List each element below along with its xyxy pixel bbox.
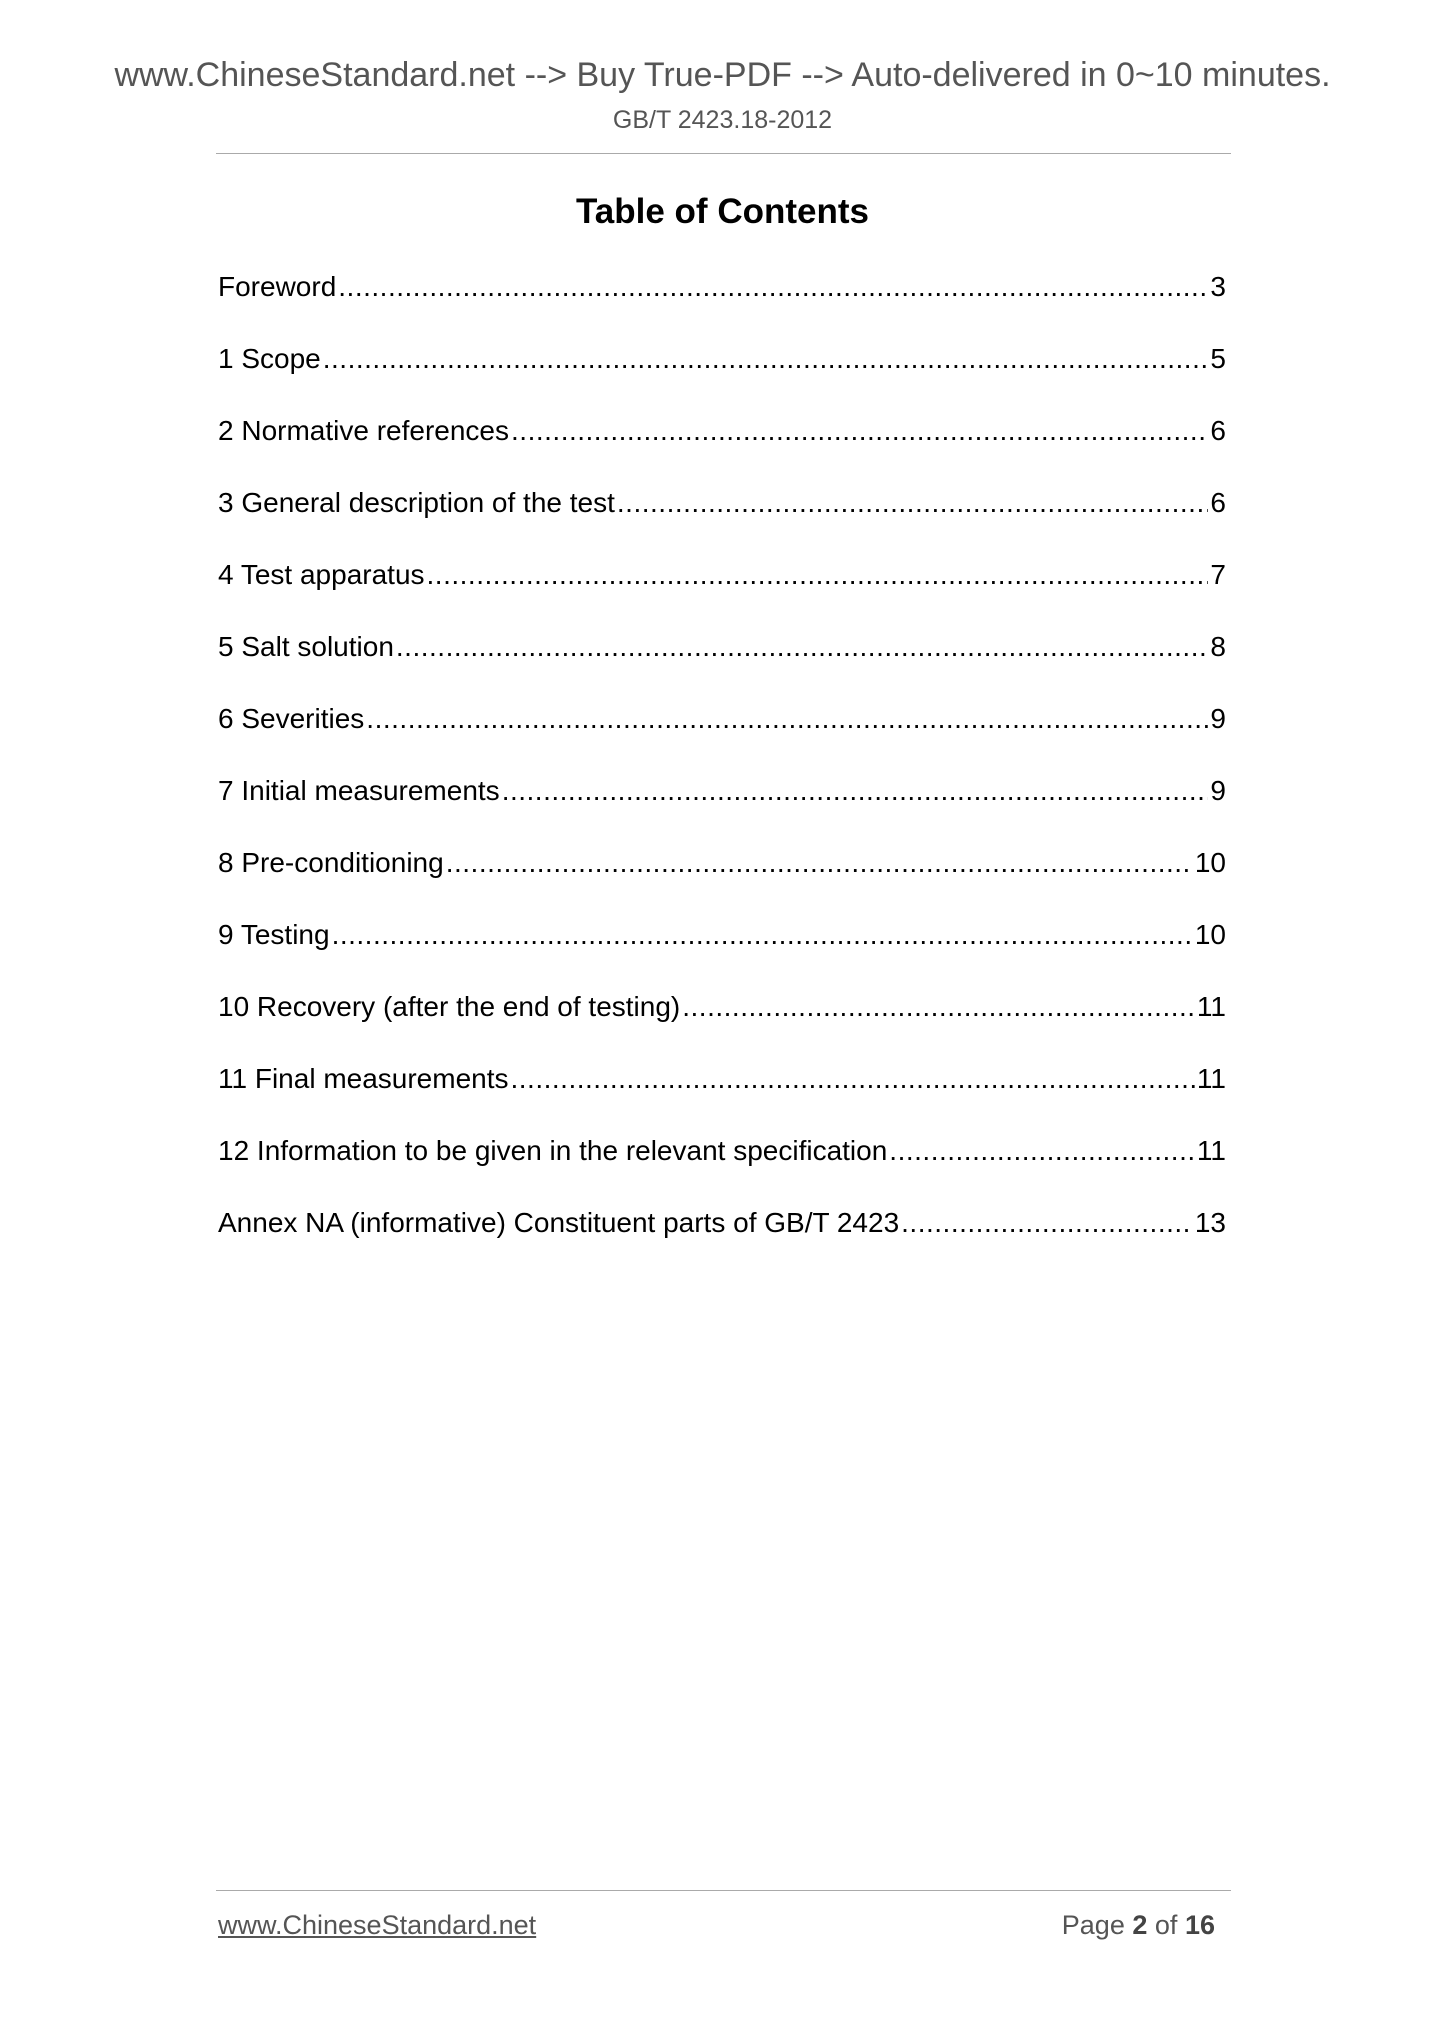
page-number	[1062, 1910, 1215, 1941]
total-pages-number: 16	[1184, 1910, 1215, 1940]
toc-entry-salt-solution[interactable]	[218, 631, 1226, 703]
toc-entry-test-apparatus[interactable]	[218, 559, 1226, 631]
toc-list	[218, 271, 1226, 1279]
toc-entry-recovery[interactable]	[218, 991, 1226, 1063]
toc-entry-information-specification[interactable]	[218, 1135, 1226, 1207]
toc-entry-label: 10 Recovery (after the end of testing)	[218, 991, 681, 1022]
toc-entry-page: 9	[1210, 775, 1226, 806]
toc-entry-page: 8	[1210, 631, 1226, 662]
toc-entry-page: 13	[1194, 1207, 1226, 1238]
toc-dot-leader	[396, 631, 1209, 663]
toc-entry-pre-conditioning[interactable]	[218, 847, 1226, 919]
toc-entry-testing[interactable]	[218, 919, 1226, 991]
toc-entry-label: 11 Final measurements	[218, 1063, 509, 1094]
toc-entry-page: 11	[1196, 1135, 1226, 1166]
toc-dot-leader	[323, 343, 1209, 375]
footer-site-link[interactable]: www.ChineseStandard.net	[218, 1910, 537, 1940]
header-site-banner: www.ChineseStandard.net --> Buy True-PDF --> Auto-delivered in 0~10 minutes.	[114, 56, 1331, 94]
toc-entry-label: 1 Scope	[218, 343, 321, 374]
toc-entry-page: 10	[1194, 919, 1226, 950]
toc-dot-leader	[617, 487, 1209, 519]
toc-dot-leader	[366, 703, 1208, 735]
toc-dot-leader	[511, 415, 1208, 447]
toc-dot-leader	[446, 847, 1193, 879]
toc-entry-severities[interactable]	[218, 703, 1226, 775]
header-standard-number: GB/T 2423.18-2012	[612, 106, 833, 134]
toc-entry-page: 10	[1194, 847, 1226, 878]
toc-dot-leader	[901, 1207, 1193, 1239]
toc-dot-leader	[502, 775, 1209, 807]
toc-entry-page: 5	[1210, 343, 1226, 374]
toc-entry-label: 2 Normative references	[218, 415, 510, 446]
toc-dot-leader	[338, 271, 1208, 303]
page-of-label: of	[1154, 1910, 1178, 1940]
toc-entry-scope[interactable]	[218, 343, 1226, 415]
toc-entry-initial-measurements[interactable]	[218, 775, 1226, 847]
current-page-number: 2	[1132, 1910, 1148, 1940]
toc-entry-label: 8 Pre-conditioning	[218, 847, 444, 878]
toc-entry-page: 11	[1196, 991, 1226, 1022]
toc-entry-annex-na[interactable]	[218, 1207, 1226, 1279]
toc-dot-leader	[511, 1063, 1195, 1095]
toc-entry-label: 4 Test apparatus	[218, 559, 425, 590]
toc-entry-label: 5 Salt solution	[218, 631, 394, 662]
toc-entry-label: 7 Initial measurements	[218, 775, 500, 806]
toc-entry-page: 3	[1210, 271, 1226, 302]
toc-dot-leader	[427, 559, 1209, 591]
toc-entry-label: 12 Information to be given in the relevant specification	[218, 1135, 888, 1166]
page-label: Page	[1061, 1910, 1125, 1940]
toc-entry-page: 6	[1210, 415, 1226, 446]
toc-dot-leader	[332, 919, 1193, 951]
toc-entry-page: 7	[1210, 559, 1226, 590]
toc-title: Table of Contents	[576, 192, 869, 231]
toc-dot-leader	[682, 991, 1195, 1023]
toc-entry-final-measurements[interactable]	[218, 1063, 1226, 1135]
toc-entry-label: Foreword	[218, 271, 337, 302]
toc-entry-page: 6	[1210, 487, 1226, 518]
toc-dot-leader	[889, 1135, 1195, 1167]
header-divider	[216, 153, 1231, 154]
toc-entry-page: 9	[1210, 703, 1226, 734]
footer-divider	[216, 1890, 1231, 1891]
toc-entry-label: 9 Testing	[218, 919, 330, 950]
toc-entry-normative-references[interactable]	[218, 415, 1226, 487]
toc-entry-label: 3 General description of the test	[218, 487, 615, 518]
toc-entry-general-description[interactable]	[218, 487, 1226, 559]
toc-entry-label: Annex NA (informative) Constituent parts of GB/T 2423	[218, 1207, 900, 1238]
toc-entry-foreword[interactable]	[218, 271, 1226, 343]
toc-entry-page: 11	[1196, 1063, 1226, 1094]
toc-entry-label: 6 Severities	[218, 703, 365, 734]
